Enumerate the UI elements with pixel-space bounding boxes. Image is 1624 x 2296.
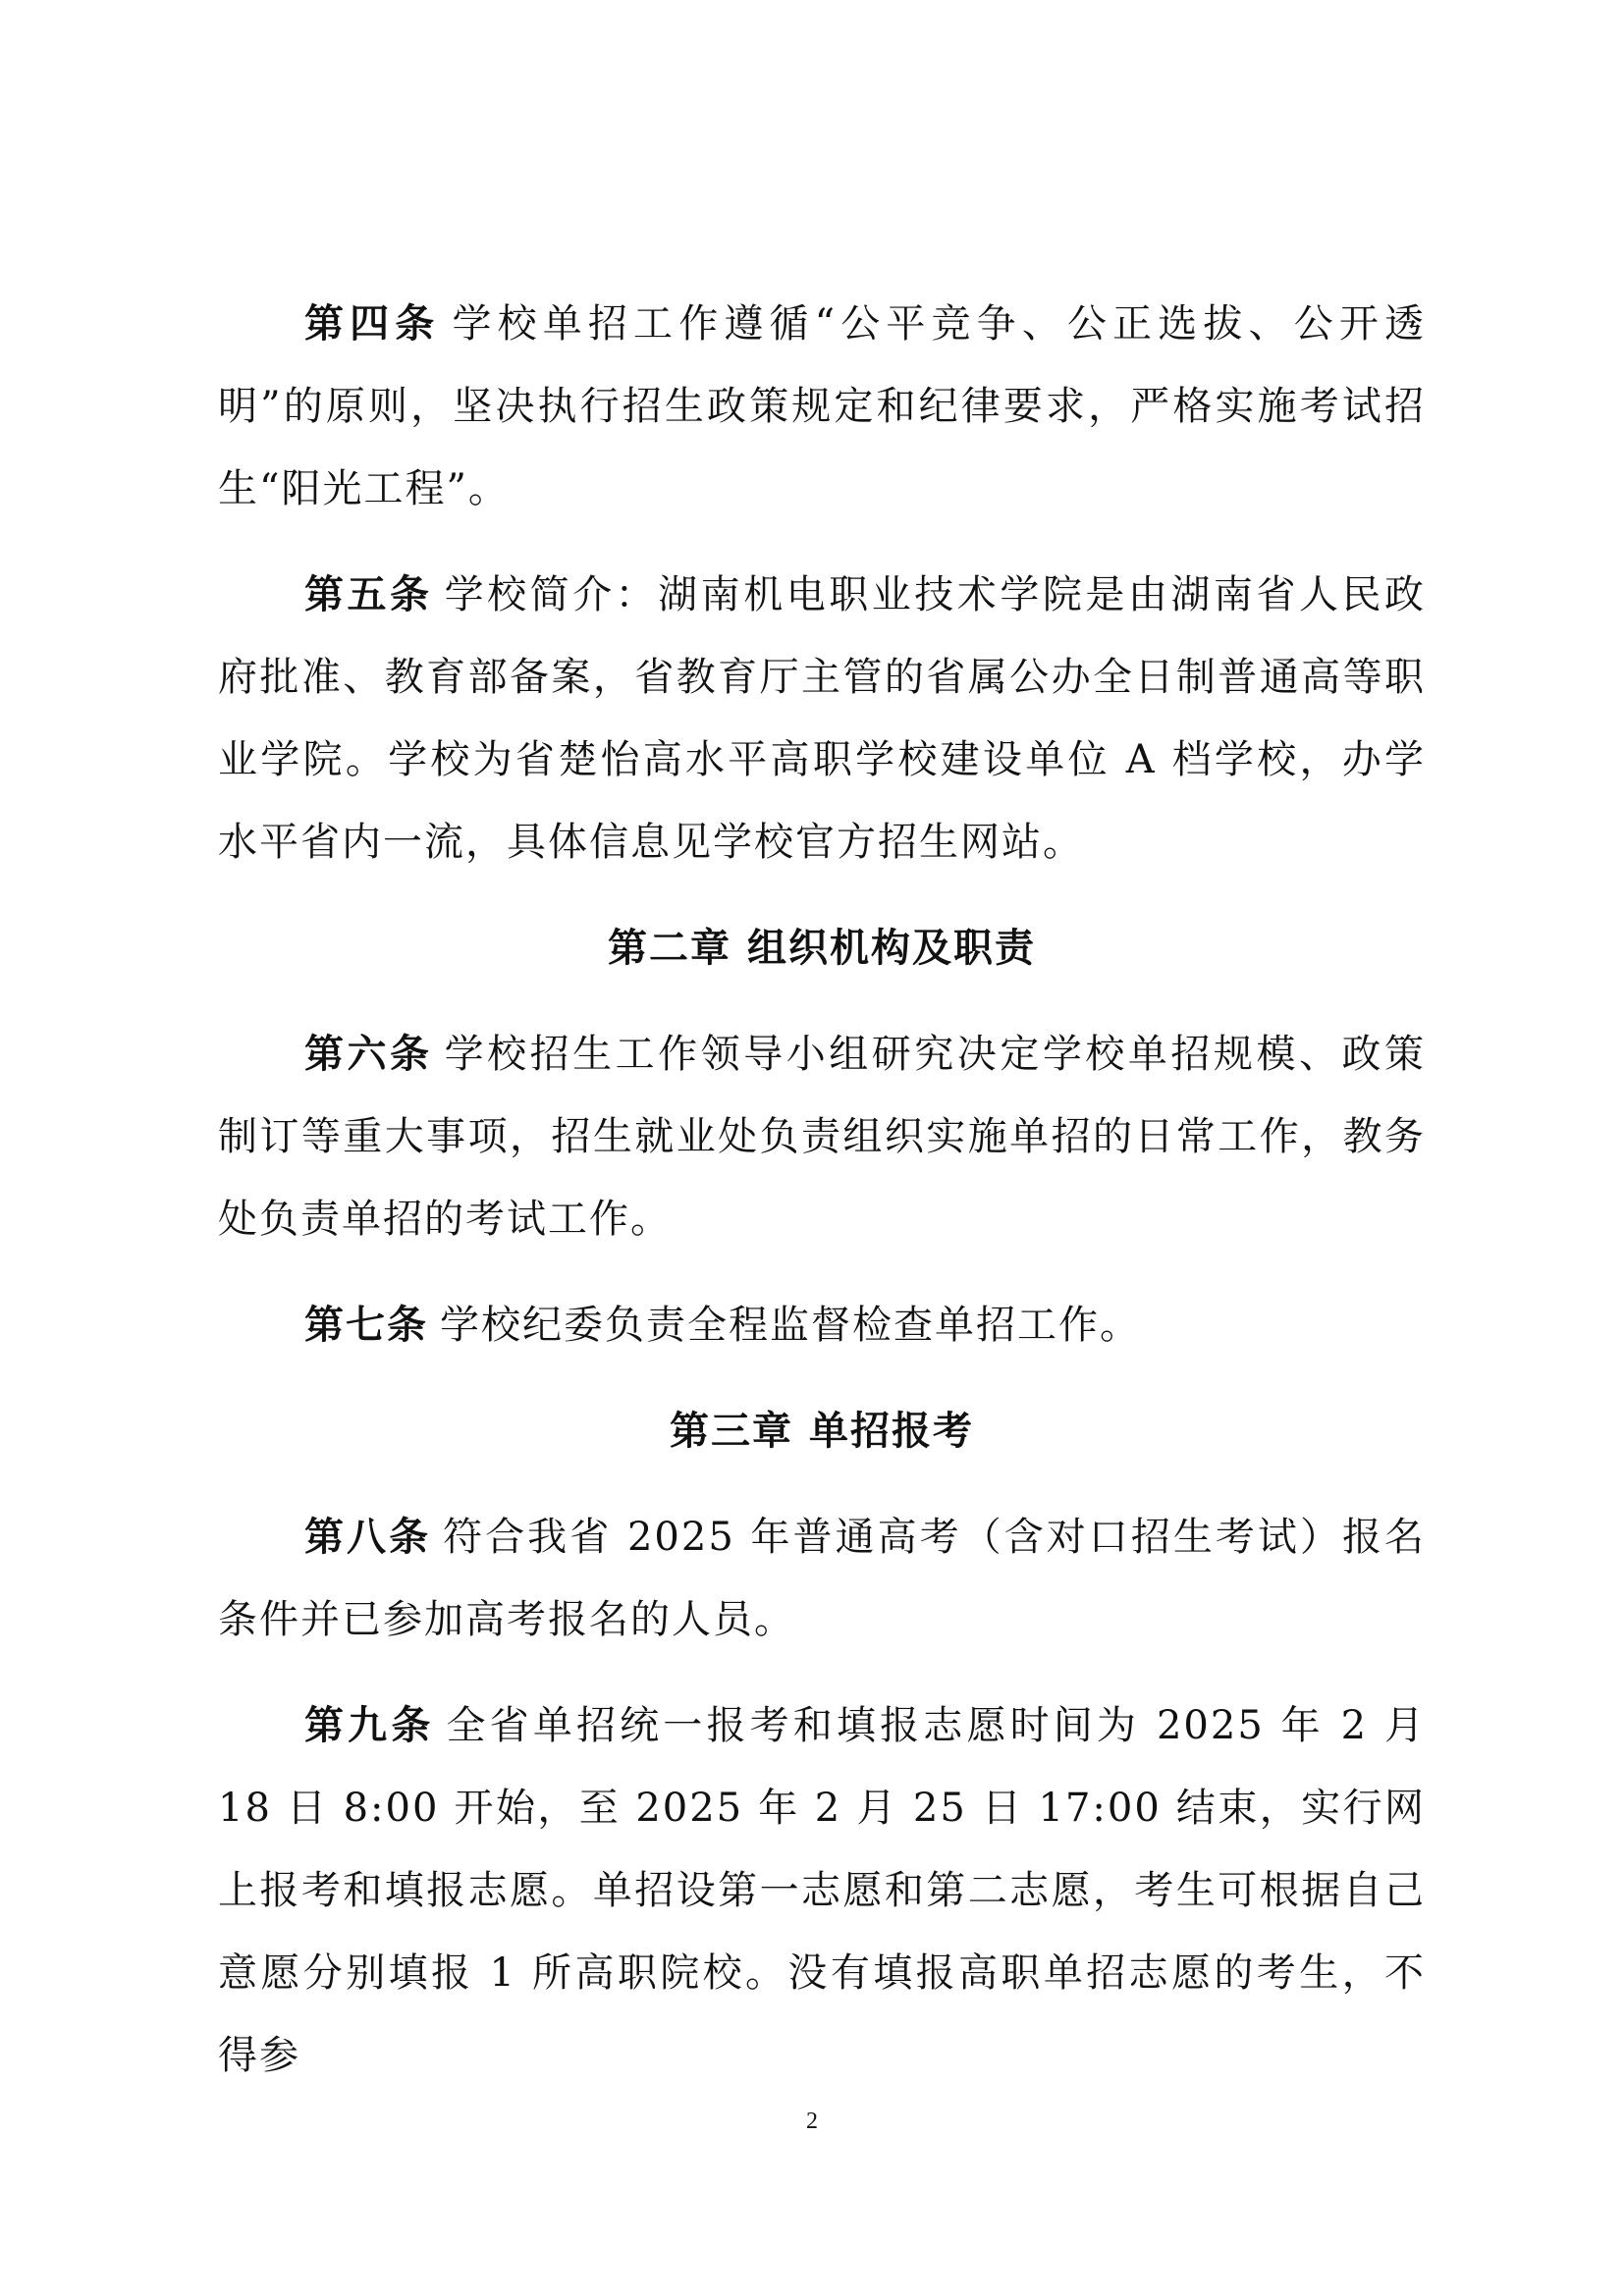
article-label: 第六条 [304, 1031, 433, 1077]
article-6 [218, 1013, 1426, 1260]
article-9 [218, 1684, 1426, 2097]
article-label: 第八条 [304, 1514, 432, 1560]
article-text: 学校单招工作遵循“公平竞争、公正选拔、公开透明”的原则，坚决执行招生政策规定和纪律要求，严格实施考试招生“阳光工程”。 [218, 301, 1427, 511]
article-5 [218, 554, 1426, 883]
article-4 [218, 283, 1426, 530]
article-label: 第九条 [304, 1702, 435, 1748]
article-label: 第四条 [304, 300, 441, 347]
chapter-heading: 第二章 组织机构及职责 [608, 925, 1036, 971]
article-text: 符合我省 2025 年普通高考（含对口招生考试）报名条件并已参加高考报名的人员。 [218, 1515, 1427, 1642]
article-text: 全省单招统一报考和填报志愿时间为 2025 年 2 月 18 日 8:00 开始，至 2025 年 2 月 25 日 17:00 结束，实行网上报考和填报志愿。单招设第一志愿和第二志愿，考生可根据自己意愿分别填报 1 所高职院校。没有填报高职单招志愿的考生，不得参 [218, 1703, 1427, 2078]
document-body [218, 283, 1426, 2097]
article-8 [218, 1496, 1426, 1661]
article-text: 学校纪委负责全程监督检查单招工作。 [440, 1303, 1141, 1348]
article-label: 第五条 [304, 571, 433, 617]
article-label: 第七条 [304, 1302, 428, 1348]
article-text: 学校招生工作领导小组研究决定学校单招规模、政策制订等重大事项，招生就业处负责组织实施单招的日常工作，教务处负责单招的考试工作。 [218, 1032, 1427, 1242]
chapter-heading: 第三章 单招报考 [670, 1408, 974, 1454]
page-number: 2 [806, 2109, 818, 2134]
article-text: 学校简介：湖南机电职业技术学院是由湖南省人民政府批准、教育部备案，省教育厅主管的省属公办全日制普通高等职业学院。学校为省楚怡高水平高职学校建设单位 A 档学校，办学水平省内一流，具体信息见学校官方招生网站。 [218, 572, 1427, 865]
article-7 [218, 1284, 1426, 1366]
